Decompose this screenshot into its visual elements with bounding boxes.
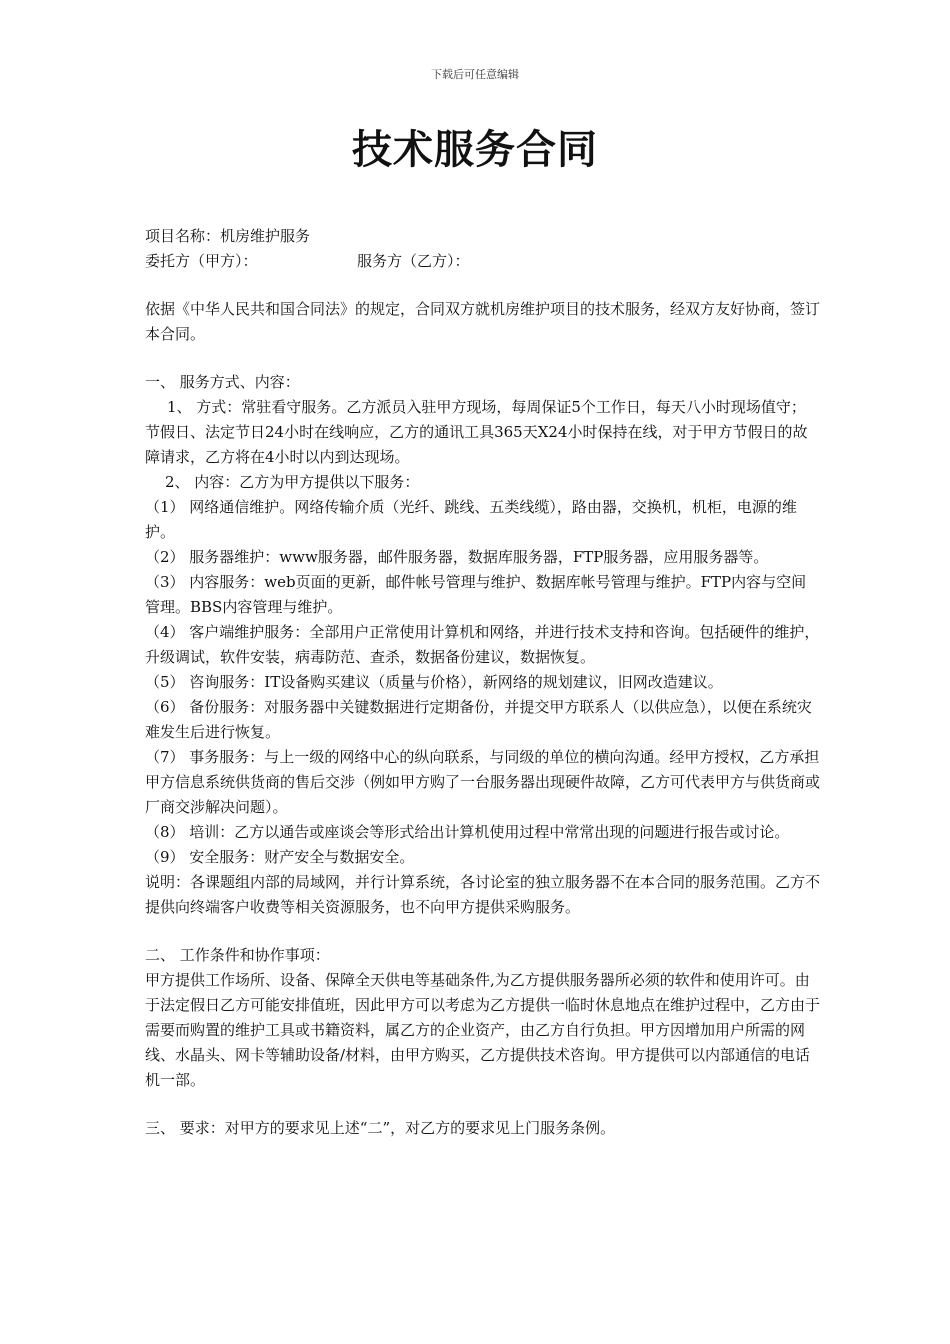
project-name: 项目名称：机房维护服务 (145, 227, 311, 245)
service-item-1: （1） 网络通信维护。网络传输介质（光纤、跳线、五类线缆），路由器，交换机，机柜，电源的维护。 (145, 498, 797, 541)
spacer (145, 274, 820, 297)
section-1-note: 说明：各课题组内部的局域网，并行计算系统，各讨论室的独立服务器不在本合同的服务范围。乙方不提供向终端客户收费等相关资源服务，也不向甲方提供采购服务。 (145, 873, 821, 916)
party-b-label: 服务方（乙方）： (357, 252, 470, 270)
service-item-3: （3） 内容服务：web页面的更新，邮件帐号管理与维护、数据库帐号管理与维护。FTP内容与空间管理。BBS内容管理与维护。 (145, 573, 807, 616)
service-item-5: （5） 咨询服务：IT设备购买建议（质量与价格），新网络的规划建议，旧网改造建议。 (145, 673, 723, 691)
service-method (145, 395, 820, 470)
spacer (145, 920, 820, 943)
service-item-7: （7） 事务服务：与上一级的网络中心的纵向联系，与同级的单位的横向沟通。经甲方授权，乙方承担甲方信息系统供货商的售后交涉（例如甲方购了一台服务器出现硬件故障，乙方可代表甲方与供货商或厂商交涉解决问题）。 (145, 748, 821, 816)
service-item-4: （4） 客户端维护服务：全部用户正常使用计算机和网络，并进行技术支持和咨询。包括硬件的维护，升级调试，软件安装，病毒防范、查杀，数据备份建议，数据恢复。 (145, 623, 820, 666)
section-3-heading: 三、 要求：对甲方的要求见上述“二”，对乙方的要求见上门服务条例。 (145, 1119, 616, 1137)
spacer (145, 1093, 820, 1116)
service-item-2: （2） 服务器维护：www服务器，邮件服务器，数据库服务器，FTP服务器，应用服务器等。 (145, 548, 769, 566)
document-title: 技术服务合同 (352, 126, 598, 173)
section-2-text: 甲方提供工作场所、设备、保障全天供电等基础条件,为乙方提供服务器所必须的软件和使用许可。由于法定假日乙方可能安排值班，因此甲方可以考虑为乙方提供一临时休息地点在维护过程中，乙方由于需要而购置的维护工具或书籍资料，属乙方的企业资产，由乙方自行负担。甲方因增加用户所需的网线、水晶头、网卡等辅助设备/材料，由甲方购买，乙方提供技术咨询。甲方提供可以内部通信的电话机一部。 (145, 971, 821, 1089)
document-body (145, 224, 820, 1141)
intro-paragraph: 依据《中华人民共和国合同法》的规定，合同双方就机房维护项目的技术服务，经双方友好协商，签订本合同。 (145, 300, 821, 343)
service-content-heading-text: 2、 内容：乙方为甲方提供以下服务： (165, 473, 420, 491)
service-method-text: 1、 方式：常驻看守服务。乙方派员入驻甲方现场，每周保证5个工作日，每天八小时现场值守；节假日、法定节日24小时在线响应，乙方的通讯工具365天X24小时保持在线，对于甲方节假日的故障请求，乙方将在4小时以内到达现场。 (145, 398, 808, 466)
header-note: 下载后可任意编辑 (431, 68, 519, 81)
parties-row (145, 249, 820, 274)
service-item-9: （9） 安全服务：财产安全与数据安全。 (145, 848, 415, 866)
section-1-heading: 一、 服务方式、内容： (145, 373, 300, 391)
service-item-8: （8） 培训：乙方以通告或座谈会等形式给出计算机使用过程中常常出现的问题进行报告或讨论。 (145, 823, 790, 841)
party-a-label: 委托方（甲方）： (145, 252, 258, 270)
service-item-6: （6） 备份服务：对服务器中关键数据进行定期备份，并提交甲方联系人（以供应急），以便在系统灾难发生后进行恢复。 (145, 698, 812, 741)
spacer (145, 347, 820, 370)
service-content-heading (145, 470, 820, 495)
section-2-heading: 二、 工作条件和协作事项： (145, 946, 330, 964)
